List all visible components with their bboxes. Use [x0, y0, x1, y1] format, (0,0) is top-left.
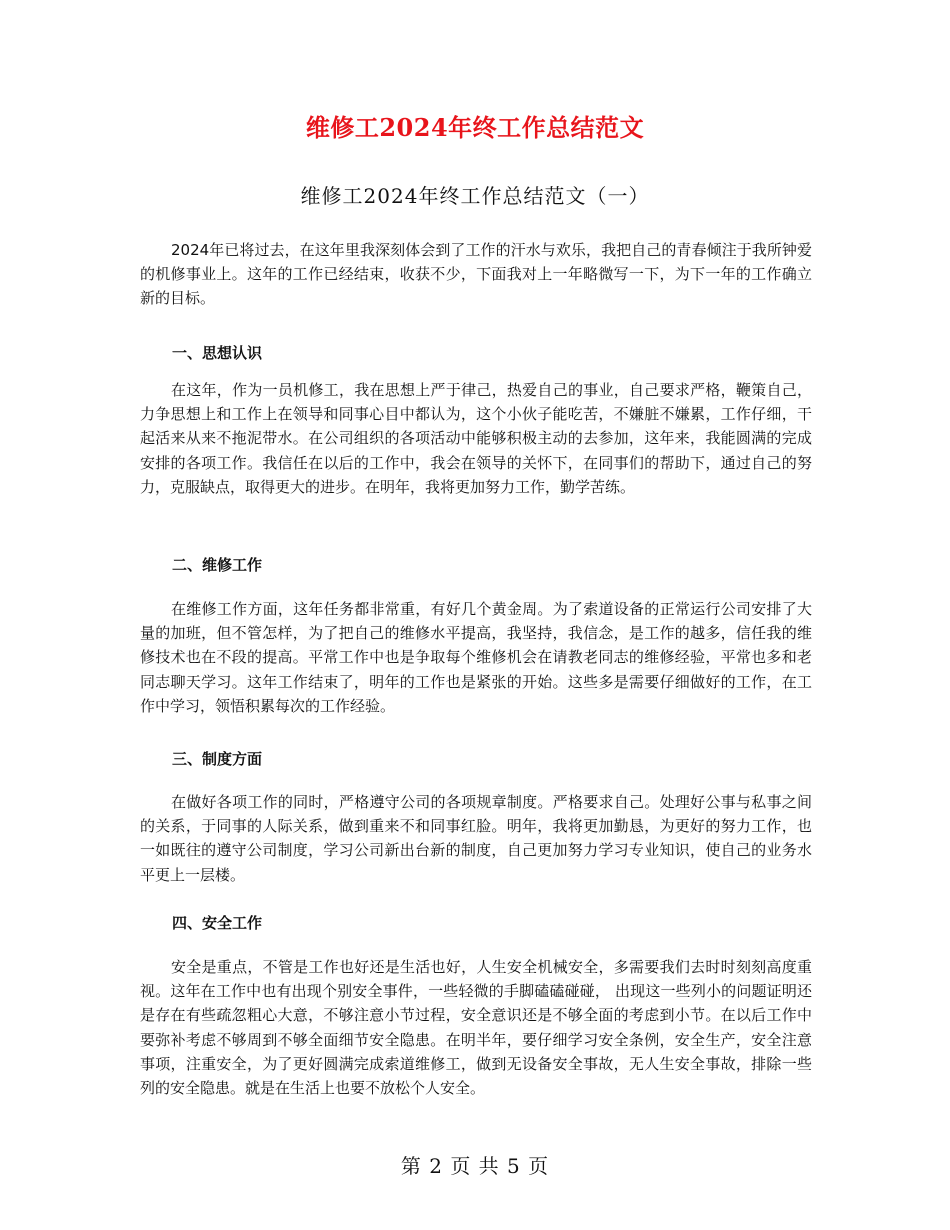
section-paragraph: 安全是重点，不管是工作也好还是生活也好，人生安全机械安全，多需要我们去时时刻刻高度重视。这年在工作中也有出现个别安全事件，一些轻微的手脚磕磕碰碰， 出现这一些列小的问题证明还是存在有些疏忽粗心大意，不够注意小节过程，安全意识还是不够全面的考虑到小节。在以后工作中要弥补考虑不够周到不够全面细节安全隐患。在明半年，要仔细学习安全条例，安全生产，安全注意事项，注重安全，为了更好圆满完成索道维修工，做到无设备安全事故，无人生安全事故，排除一些列的安全隐患。就是在生活上也要不放松个人安全。: [140, 958, 812, 1098]
section-heading: 一、思想认识: [172, 344, 263, 362]
intro-paragraph: 2024年已将过去，在这年里我深刻体会到了工作的汗水与欢乐，我把自己的青春倾注于我所钟爱的机修事业上。这年的工作已经结束，收获不少，下面我对上一年略微写一下，为下一年的工作确立新的目标。: [140, 241, 812, 308]
page-number-footer: 第 2 页 共 5 页: [400, 1154, 550, 1178]
section-heading: 四、安全工作: [172, 914, 263, 932]
section-paragraph: 在维修工作方面，这年任务都非常重，有好几个黄金周。为了索道设备的正常运行公司安排了大量的加班，但不管怎样，为了把自己的维修水平提高，我坚持，我信念，是工作的越多，信任我的维修技术也在不段的提高。平常工作中也是争取每个维修机会在请教老同志的维修经验，平常也多和老同志聊天学习。这年工作结束了，明年的工作也是紧张的开始。这些多是需要仔细做好的工作，在工作中学习，领悟积累每次的工作经验。: [140, 600, 812, 715]
section-heading: 三、制度方面: [172, 750, 263, 768]
document-subtitle: 维修工2024年终工作总结范文（一）: [300, 184, 650, 208]
section-heading: 二、维修工作: [172, 556, 263, 574]
document-title: 维修工2024年终工作总结范文: [305, 113, 645, 142]
section-paragraph: 在做好各项工作的同时，严格遵守公司的各项规章制度。严格要求自己。处理好公事与私事之间的关系，于同事的人际关系，做到重来不和同事红脸。明年，我将更加勤恳，为更好的努力工作，也一如既往的遵守公司制度，学习公司新出台新的制度，自己更加努力学习专业知识，使自己的业务水平更上一层楼。: [140, 793, 812, 884]
section-paragraph: 在这年，作为一员机修工，我在思想上严于律己，热爱自己的事业，自己要求严格，鞭策自己，力争思想上和工作上在领导和同事心目中都认为，这个小伙子能吃苦，不嫌脏不嫌累，工作仔细，干起活来从来不拖泥带水。在公司组织的各项活动中能够积极主动的去参加，这年来，我能圆满的完成安排的各项工作。我信任在以后的工作中，我会在领导的关怀下，在同事们的帮助下，通过自己的努力，克服缺点，取得更大的进步。在明年，我将更加努力工作，勤学苦练。: [140, 381, 812, 496]
